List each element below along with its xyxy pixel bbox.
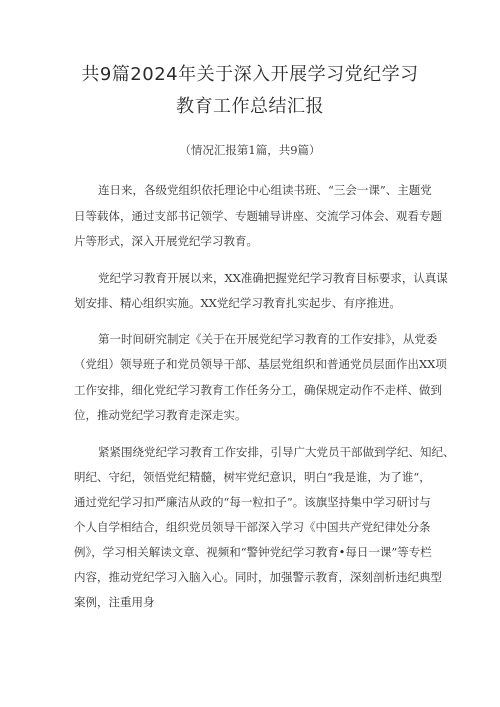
paragraph-2-line-2: 划安排、精心组织实施。XX党纪学习教育扎实起步、有序推进。 <box>74 296 401 310</box>
paragraph-1-line-1: 连日来，各级党组织依托理论中心组读书班、“三会一课”、主题党 <box>98 183 432 197</box>
paragraph-4-line-1: 紧紧围绕党纪学习教育工作安排，引导广大党员干部做到学纪、知纪、 <box>98 445 455 459</box>
paragraph-2-line-1: 党纪学习教育开展以来，XX准确把握党纪学习教育目标要求，认真谋 <box>98 271 448 285</box>
document-subtitle: （情况汇报第1篇，共9篇） <box>179 143 321 157</box>
paragraph-1-line-3: 片等形式，深入开展党纪学习教育。 <box>74 234 258 248</box>
paragraph-4-line-5: 例》，学习相关解读文章、视频和“警钟党纪学习教育•每日一课”等专栏 <box>74 545 432 559</box>
paragraph-4-line-3: 通过党纪学习扣严廉洁从政的“每一粒扣子”。该旗坚持集中学习研讨与 <box>74 495 431 509</box>
paragraph-3-line-2: （党组）领导班子和党员领导干部、基层党组织和普通党员层面作出XX项 <box>74 357 447 371</box>
document-title-line-1: 共9篇2024年关于深入开展学习党纪学习 <box>81 64 419 85</box>
paragraph-4-line-7: 案例，注重用身 <box>74 595 155 609</box>
paragraph-3-line-4: 位，推动党纪学习教育走深走实。 <box>74 408 247 422</box>
paragraph-4-line-6: 内容，推动党纪学习入脑入心。同时，加强警示教育，深刻剖析违纪典型 <box>74 570 442 584</box>
paragraph-3-line-3: 工作安排，细化党纪学习教育工作任务分工，确保规定动作不走样、做到 <box>74 383 442 397</box>
document-title-line-2: 教育工作总结汇报 <box>176 96 324 117</box>
paragraph-3-line-1: 第一时间研究制定《关于在开展党纪学习教育的工作安排》，从党委 <box>98 332 438 346</box>
paragraph-4-line-2: 明纪、守纪，领悟党纪精髓，树牢党纪意识，明白“我是谁，为了谁“， <box>74 470 431 484</box>
paragraph-4-line-4: 个人自学相结合，组织党员领导干部深入学习《中国共产党纪律处分条 <box>74 520 431 534</box>
paragraph-1-line-2: 日等载体，通过支部书记领学、专题辅导讲座、交流学习体会、观看专题 <box>74 209 442 223</box>
